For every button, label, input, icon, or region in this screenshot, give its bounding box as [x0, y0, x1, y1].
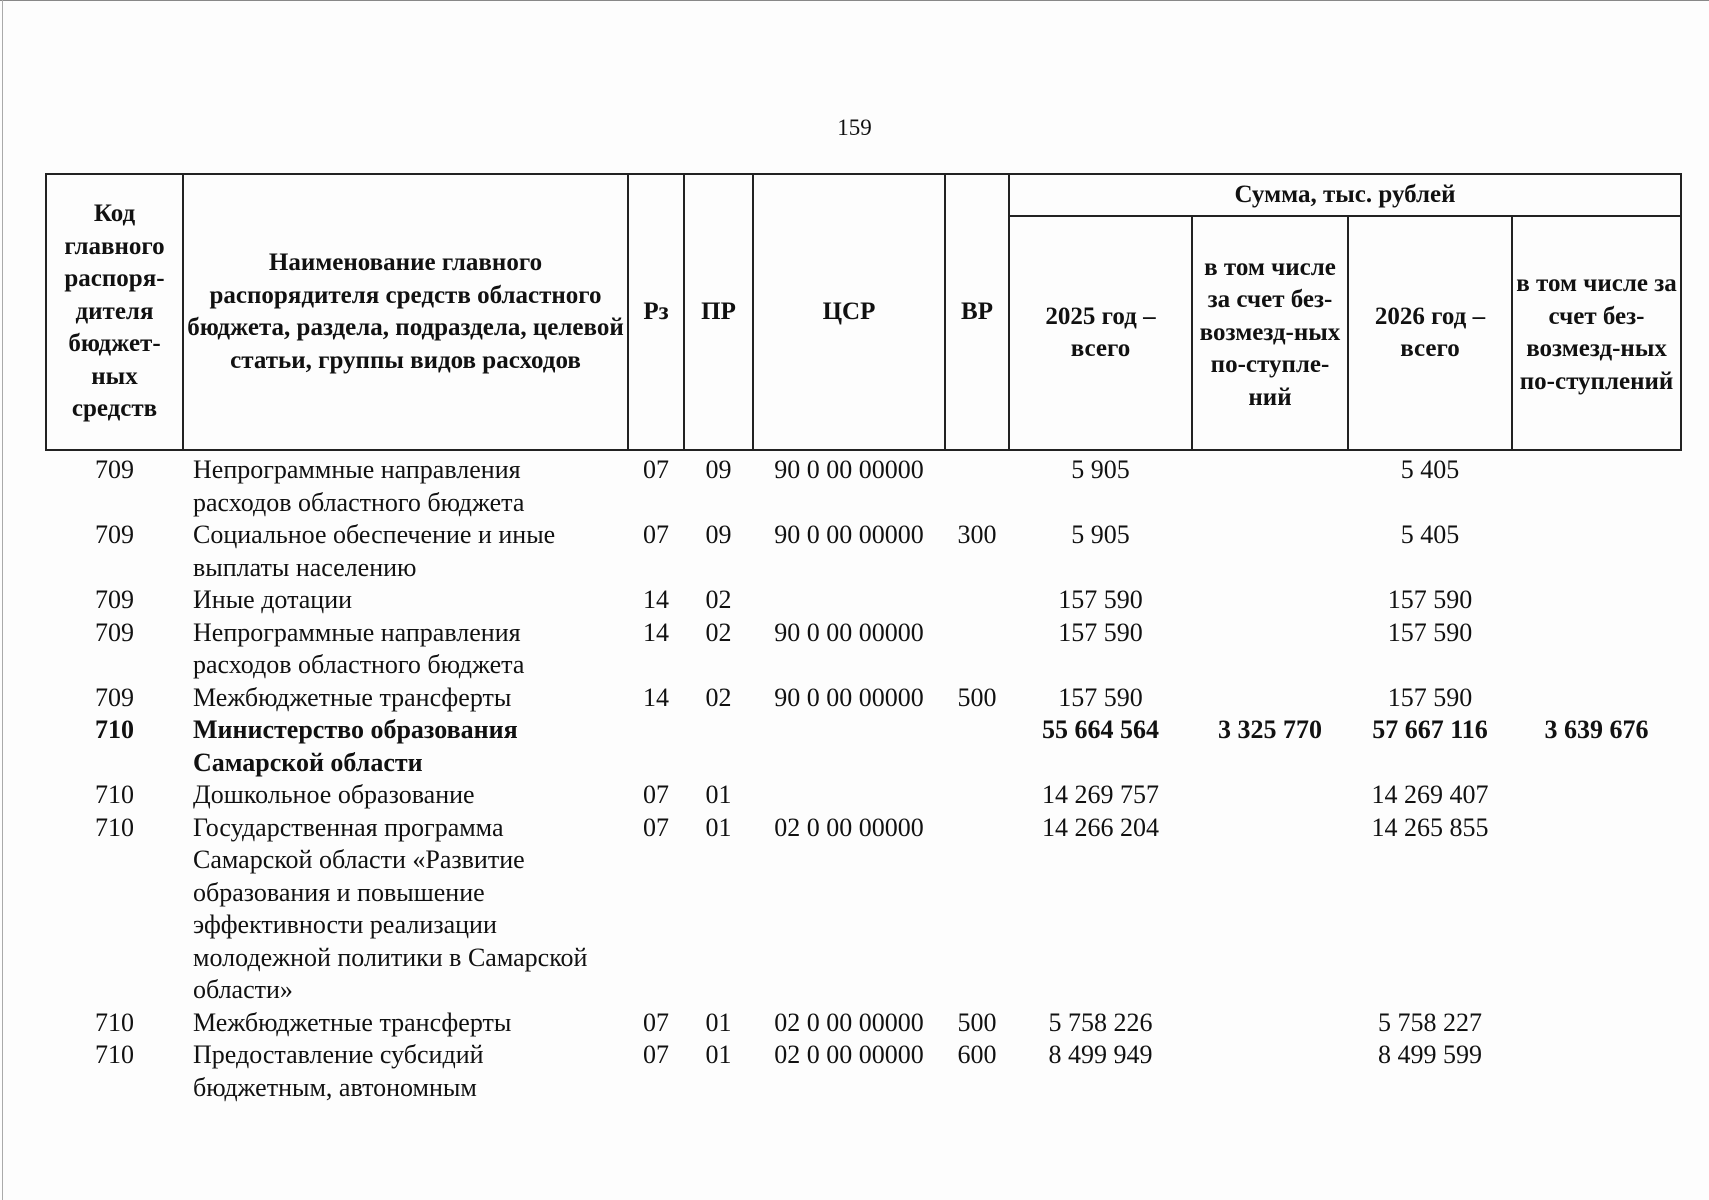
cell-2025-total: 5 905 — [1071, 520, 1130, 549]
cell-2026-free — [1512, 1039, 1681, 1104]
table-row — [46, 714, 1681, 779]
cell-rz: 07 — [643, 812, 669, 842]
budget-table — [45, 173, 1682, 1104]
cell-2026-total: 8 499 599 — [1378, 1040, 1482, 1069]
cell-2025-total: 157 590 — [1058, 617, 1143, 647]
cell-pr: 09 — [705, 520, 732, 549]
scan-left-edge — [2, 0, 3, 1200]
cell-2025-free — [1192, 519, 1348, 584]
cell-pr: 01 — [705, 1040, 732, 1069]
cell-code: 710 — [95, 1040, 134, 1069]
cell-rz: 07 — [643, 1040, 669, 1069]
cell-2026-free — [1512, 450, 1681, 519]
scan-top-edge — [0, 0, 1709, 1]
cell-vr: 300 — [957, 520, 997, 549]
cell-vr — [945, 617, 1009, 682]
cell-rz: 07 — [643, 455, 669, 484]
cell-csr: 90 0 00 00000 — [774, 455, 924, 484]
cell-code: 710 — [95, 812, 134, 842]
cell-2026-total: 14 269 407 — [1371, 780, 1489, 809]
table-row — [46, 584, 1681, 617]
cell-rz: 14 — [643, 617, 669, 647]
cell-csr: 02 0 00 00000 — [774, 812, 924, 842]
cell-2026-total: 5 758 227 — [1378, 1007, 1482, 1037]
cell-2026-free — [1512, 779, 1681, 812]
cell-2026-free — [1512, 682, 1681, 715]
cell-code: 709 — [95, 455, 134, 484]
cell-rz — [628, 714, 684, 779]
cell-2025-free — [1192, 1007, 1348, 1040]
cell-2025-free — [1192, 779, 1348, 812]
cell-2025-total: 5 905 — [1071, 455, 1130, 484]
cell-vr — [945, 714, 1009, 779]
cell-2026-total: 57 667 116 — [1372, 715, 1488, 744]
cell-csr — [753, 714, 945, 779]
cell-name: Министерство образования Самарской области — [193, 715, 518, 777]
cell-vr — [945, 450, 1009, 519]
cell-name: Иные дотации — [193, 585, 353, 614]
cell-2026-total: 5 405 — [1400, 520, 1460, 549]
table-header — [46, 174, 1681, 450]
cell-vr — [945, 779, 1009, 812]
cell-2025-free — [1192, 812, 1348, 1007]
cell-2026-free: 3 639 676 — [1544, 715, 1649, 744]
cell-2025-total: 157 590 — [1058, 682, 1143, 712]
cell-code: 710 — [95, 715, 134, 744]
header-2026-total: 2026 год – всего — [1348, 216, 1512, 450]
cell-csr — [753, 584, 945, 617]
cell-pr: 01 — [705, 1007, 732, 1037]
cell-pr: 02 — [705, 585, 732, 614]
cell-vr: 500 — [957, 682, 997, 712]
cell-pr: 09 — [705, 455, 732, 484]
table-row — [46, 450, 1681, 519]
table-row — [46, 682, 1681, 715]
cell-name: Государственная программа Самарской области «Развитие образования и повышение эффективности реализации молодежной политики в Самарской области» — [193, 812, 588, 1004]
cell-2025-total: 14 269 757 — [1042, 780, 1159, 809]
cell-pr — [684, 714, 753, 779]
header-2025-free: в том числе за счет без-возмезд-ных по-ступле-ний — [1192, 216, 1348, 450]
cell-csr: 90 0 00 00000 — [774, 682, 924, 712]
cell-name: Межбюджетные трансферты — [193, 682, 512, 712]
cell-vr: 600 — [957, 1040, 997, 1069]
table-row — [46, 779, 1681, 812]
cell-code: 709 — [95, 617, 134, 647]
table-row — [46, 1039, 1681, 1104]
cell-2025-total: 5 758 226 — [1048, 1007, 1153, 1037]
cell-2025-free — [1192, 450, 1348, 519]
cell-2025-total: 157 590 — [1058, 585, 1143, 614]
cell-vr — [945, 812, 1009, 1007]
cell-name: Дошкольное образование — [193, 780, 475, 809]
cell-pr: 02 — [705, 617, 732, 647]
cell-2026-total: 157 590 — [1387, 617, 1473, 647]
cell-2026-free — [1512, 617, 1681, 682]
cell-2026-total: 5 405 — [1400, 455, 1460, 484]
cell-name: Предоставление субсидий бюджетным, автономным — [193, 1040, 484, 1102]
cell-2025-free — [1192, 1039, 1348, 1104]
table-row — [46, 617, 1681, 682]
cell-csr: 90 0 00 00000 — [774, 617, 924, 647]
cell-name: Социальное обеспечение и иные выплаты населению — [193, 520, 556, 582]
cell-2026-free — [1512, 519, 1681, 584]
header-2026-free: в том числе за счет без-возмезд-ных по-ступлений — [1512, 216, 1681, 450]
cell-code: 710 — [95, 1007, 134, 1037]
cell-vr: 500 — [957, 1007, 997, 1037]
cell-rz: 14 — [643, 585, 669, 614]
table-row — [46, 519, 1681, 584]
cell-vr — [945, 584, 1009, 617]
cell-csr — [753, 779, 945, 812]
cell-2026-total: 157 590 — [1387, 682, 1473, 712]
cell-2025-free: 3 325 770 — [1218, 715, 1322, 744]
cell-rz: 07 — [643, 520, 669, 549]
cell-2026-free — [1512, 584, 1681, 617]
cell-code: 709 — [95, 585, 134, 614]
cell-rz: 07 — [643, 1007, 669, 1037]
header-2025-total: 2025 год – всего — [1009, 216, 1192, 450]
cell-rz: 14 — [643, 682, 669, 712]
cell-rz: 07 — [643, 780, 669, 809]
header-sum: Сумма, тыс. рублей — [1009, 174, 1681, 216]
cell-code: 709 — [95, 520, 134, 549]
cell-2026-total: 157 590 — [1387, 585, 1473, 614]
cell-2025-free — [1192, 617, 1348, 682]
page-number: 159 — [837, 115, 872, 140]
cell-name: Межбюджетные трансферты — [193, 1007, 512, 1037]
header-pr: ПР — [684, 174, 753, 450]
cell-name: Непрограммные направления расходов областного бюджета — [193, 455, 525, 517]
header-code: Код главного распоря-дителя бюджет-ных средств — [46, 174, 183, 450]
cell-2026-total: 14 265 855 — [1371, 812, 1489, 842]
header-vr: ВР — [945, 174, 1009, 450]
cell-2026-free — [1512, 812, 1681, 1007]
cell-pr: 02 — [705, 682, 732, 712]
cell-2025-total: 8 499 949 — [1048, 1040, 1153, 1069]
header-name: Наименование главного распорядителя средств областного бюджета, раздела, подраздела, целевой статьи, группы видов расходов — [183, 174, 628, 450]
cell-2025-total: 14 266 204 — [1042, 812, 1159, 842]
cell-pr: 01 — [705, 812, 732, 842]
header-csr: ЦСР — [753, 174, 945, 450]
cell-name: Непрограммные направления расходов областного бюджета — [193, 617, 525, 679]
cell-csr: 02 0 00 00000 — [774, 1007, 924, 1037]
header-rz: Рз — [628, 174, 684, 450]
cell-csr: 90 0 00 00000 — [774, 520, 924, 549]
table-row — [46, 1007, 1681, 1040]
cell-csr: 02 0 00 00000 — [774, 1040, 924, 1069]
cell-pr: 01 — [705, 780, 732, 809]
cell-2025-free — [1192, 682, 1348, 715]
cell-code: 709 — [95, 682, 134, 712]
table-body — [46, 450, 1681, 1104]
cell-2025-free — [1192, 584, 1348, 617]
cell-2025-total: 55 664 564 — [1042, 715, 1159, 744]
table-row — [46, 812, 1681, 1007]
cell-2026-free — [1512, 1007, 1681, 1040]
cell-code: 710 — [95, 780, 134, 809]
